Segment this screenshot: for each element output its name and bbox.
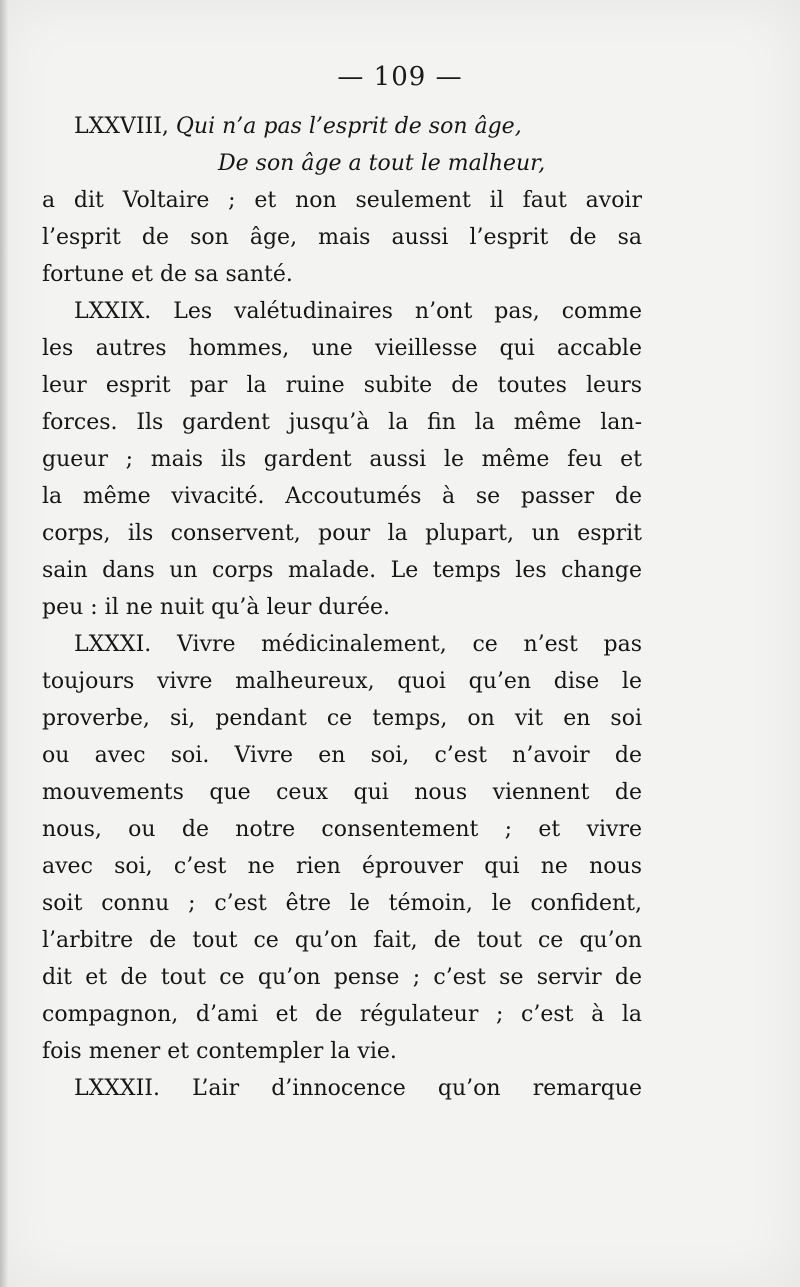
text-line: gueur ; mais ils gardent aussi le même feu et — [42, 447, 642, 472]
text-line: les autres hommes, une vieillesse qui accable — [42, 336, 642, 361]
text-line: l’esprit de son âge, mais aussi l’esprit de sa — [42, 225, 642, 250]
text-line: nous, ou de notre consentement ; et vivre — [42, 817, 642, 842]
text-line: avec soi, c’est ne rien éprouver qui ne nous — [42, 854, 642, 879]
text-line: LXXIX. Les valétudinaires n’ont pas, comme — [74, 299, 642, 324]
text-line: mouvements que ceux qui nous viennent de — [42, 780, 642, 805]
text-line: forces. Ils gardent jusqu’à la fin la même lan- — [42, 410, 642, 435]
text-line: l’arbitre de tout ce qu’on fait, de tout ce qu’on — [42, 928, 642, 953]
text-line — [42, 108, 642, 145]
text-line: ou avec soi. Vivre en soi, c’est n’avoir de — [42, 743, 642, 768]
text-line: compagnon, d’ami et de régulateur ; c’est à la — [42, 1002, 642, 1027]
text-line — [42, 145, 642, 182]
page-number: — 109 — — [337, 62, 463, 92]
quoted-verse: Qui n’a pas l’esprit de son âge, — [175, 114, 522, 139]
text-line: sain dans un corps malade. Le temps les change — [42, 558, 642, 583]
body-text — [42, 108, 642, 1107]
text-line: a dit Voltaire ; et non seulement il faut avoir — [42, 188, 642, 213]
text-line: leur esprit par la ruine subite de toutes leurs — [42, 373, 642, 398]
maxim-number: LXXVIII, — [74, 114, 176, 139]
text-line: dit et de tout ce qu’on pense ; c’est se servir de — [42, 965, 642, 990]
text-line: fois mener et contempler la vie. — [42, 1039, 397, 1064]
page-edge-shadow — [0, 0, 8, 1287]
text-line: LXXXI. Vivre médicinalement, ce n’est pas — [74, 632, 642, 657]
text-line: proverbe, si, pendant ce temps, on vit en soi — [42, 706, 642, 731]
text-line: toujours vivre malheureux, quoi qu’en dise le — [42, 669, 642, 694]
text-line: la même vivacité. Accoutumés à se passer de — [42, 484, 642, 509]
text-line: soit connu ; c’est être le témoin, le confident, — [42, 891, 642, 916]
text-line: peu : il ne nuit qu’à leur durée. — [42, 595, 391, 620]
text-line: LXXXII. L’air d’innocence qu’on remarque — [74, 1076, 642, 1101]
text-line: corps, ils conservent, pour la plupart, un esprit — [42, 521, 642, 546]
quoted-verse: De son âge a tout le malheur, — [218, 151, 546, 176]
text-line: fortune et de sa santé. — [42, 262, 293, 287]
